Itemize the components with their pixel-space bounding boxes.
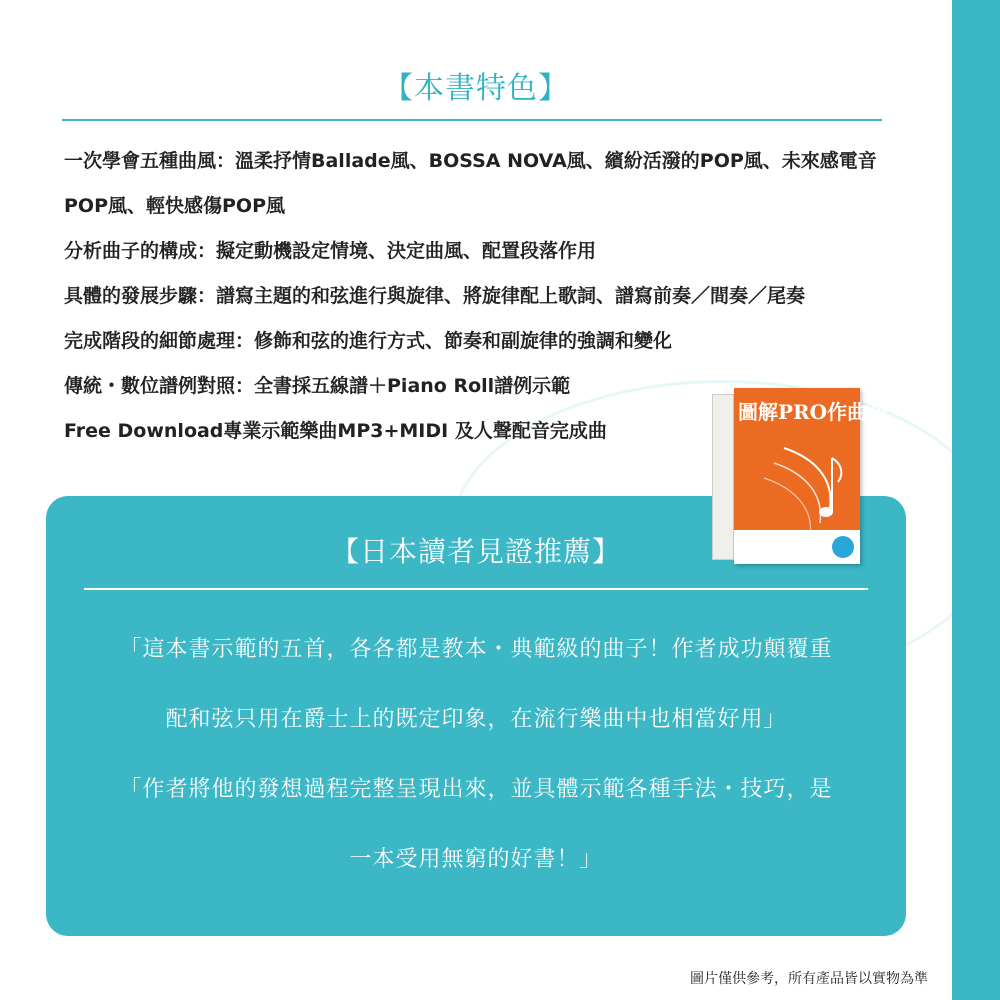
feature-item: Free Download專業示範樂曲MP3+MIDI 及人聲配音完成曲 <box>64 420 607 442</box>
features-title: 【本書特色】 <box>383 71 569 106</box>
book-cover-image <box>712 388 888 564</box>
testimonial-divider <box>84 588 868 590</box>
testimonial-title: 【日本讀者見證推薦】 <box>330 535 621 568</box>
testimonial-line: 配和弦只用在爵士上的既定印象，在流行樂曲中也相當好用」 <box>165 707 787 732</box>
features-divider <box>62 119 882 121</box>
book-spine <box>712 394 734 560</box>
feature-item: 具體的發展步驟：譜寫主題的和弦進行與旋律、將旋律配上歌詞、譜寫前奏／間奏／尾奏 <box>64 285 806 307</box>
feature-item: 一次學會五種曲風：溫柔抒情Ballade風、BOSSA NOVA風、繽紛活潑的POP風、未來感電音 <box>64 150 877 172</box>
book-front-cover <box>734 388 888 564</box>
testimonial-line: 一本受用無窮的好書！」 <box>349 847 603 872</box>
feature-item: 分析曲子的構成：擬定動機設定情境、決定曲風、配置段落作用 <box>64 240 597 262</box>
book-cover-title: 圖解PRO作曲法 <box>738 400 888 424</box>
testimonial-line: 「作者將他的發想過程完整呈現出來，並具體示範各種手法・技巧，是 <box>119 777 833 802</box>
disclaimer-note: 圖片僅供參考，所有產品皆以實物為準 <box>690 971 928 987</box>
badge-icon <box>832 536 854 558</box>
testimonial-line: 「這本書示範的五首，各各都是教本・典範級的曲子！作者成功顛覆重 <box>119 637 833 662</box>
testimonial-quotes <box>46 630 906 910</box>
feature-item: 傳統・數位譜例對照：全書採五線譜＋Piano Roll譜例示範 <box>64 375 571 397</box>
feature-item: POP風、輕快感傷POP風 <box>64 195 286 217</box>
feature-item: 完成階段的細節處理：修飾和弦的進行方式、節奏和副旋律的強調和變化 <box>64 330 673 352</box>
book-cover-footer <box>734 530 860 564</box>
